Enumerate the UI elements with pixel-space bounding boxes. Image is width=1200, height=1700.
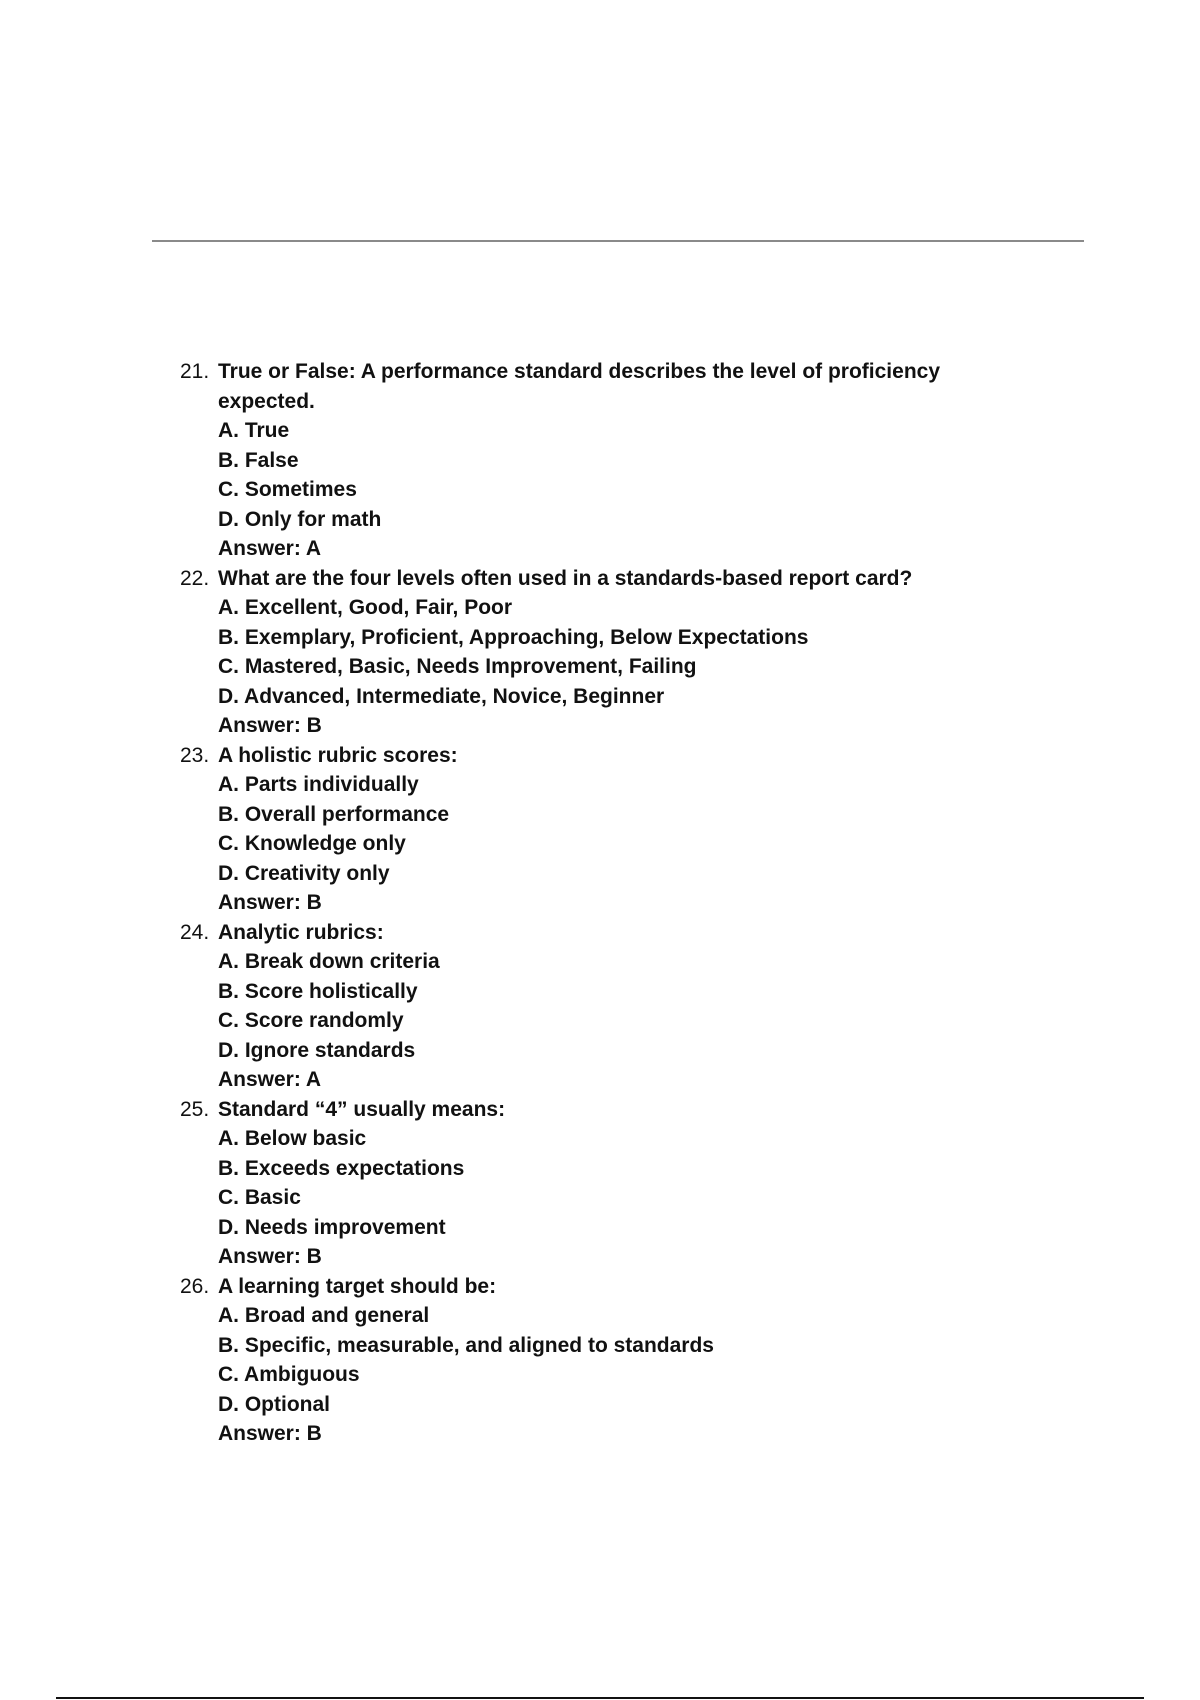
question-stem: Analytic rubrics: <box>218 920 384 944</box>
option-a: A. True <box>218 419 290 442</box>
question-body <box>218 918 1040 1095</box>
answer-key: Answer: B <box>218 1422 322 1445</box>
question-number: 23. <box>180 743 210 767</box>
option-d: D. Optional <box>218 1392 330 1416</box>
question-stem: A holistic rubric scores: <box>218 743 458 767</box>
option-a: A. Excellent, Good, Fair, Poor <box>218 596 513 619</box>
option-c: C. Knowledge only <box>218 832 406 855</box>
option-a: A. Broad and general <box>218 1304 430 1327</box>
question-number: 22. <box>180 566 210 590</box>
question-24 <box>180 918 1040 1095</box>
option-d: D. Only for math <box>218 507 382 531</box>
question-body <box>218 741 1040 918</box>
footer-divider <box>56 1697 1144 1699</box>
question-number: 21. <box>180 360 210 383</box>
option-a: A. Break down criteria <box>218 950 440 973</box>
option-d: D. Ignore standards <box>218 1038 416 1062</box>
option-d: D. Creativity only <box>218 861 390 885</box>
header-divider <box>152 240 1084 242</box>
answer-key: Answer: B <box>218 1245 322 1268</box>
question-number: 26. <box>180 1274 210 1298</box>
option-a: A. Parts individually <box>218 773 419 796</box>
question-22 <box>180 564 1040 741</box>
question-number: 24. <box>180 920 210 944</box>
option-a: A. Below basic <box>218 1127 367 1150</box>
question-number: 25. <box>180 1097 210 1121</box>
option-b: B. Exceeds expectations <box>218 1156 465 1180</box>
option-b: B. Exemplary, Proficient, Approaching, Below Expectations <box>218 625 809 649</box>
answer-key: Answer: A <box>218 537 322 560</box>
option-c: C. Ambiguous <box>218 1363 360 1386</box>
question-body <box>218 1272 1040 1449</box>
answer-key: Answer: B <box>218 891 322 914</box>
option-c: C. Basic <box>218 1186 301 1209</box>
option-b: B. Specific, measurable, and aligned to standards <box>218 1333 714 1357</box>
question-stem: What are the four levels often used in a standards-based report card? <box>218 566 913 590</box>
option-c: C. Sometimes <box>218 478 357 501</box>
question-body <box>218 1095 1040 1272</box>
option-d: D. Needs improvement <box>218 1215 446 1239</box>
answer-key: Answer: B <box>218 714 322 737</box>
question-21 <box>180 357 1040 564</box>
question-stem: A learning target should be: <box>218 1274 497 1298</box>
question-stem: Standard “4” usually means: <box>218 1097 506 1121</box>
question-23 <box>180 741 1040 918</box>
option-b: B. Overall performance <box>218 802 450 826</box>
option-c: C. Mastered, Basic, Needs Improvement, Failing <box>218 655 697 678</box>
question-25 <box>180 1095 1040 1272</box>
question-body <box>218 357 1040 564</box>
question-body <box>218 564 1040 741</box>
option-b: B. Score holistically <box>218 979 418 1003</box>
option-d: D. Advanced, Intermediate, Novice, Beginner <box>218 684 665 708</box>
question-26 <box>180 1272 1040 1449</box>
question-stem: True or False: A performance standard describes the level of proficiency expected. <box>218 360 941 413</box>
option-b: B. False <box>218 448 299 472</box>
question-list <box>180 357 1040 1449</box>
answer-key: Answer: A <box>218 1068 322 1091</box>
option-c: C. Score randomly <box>218 1009 404 1032</box>
